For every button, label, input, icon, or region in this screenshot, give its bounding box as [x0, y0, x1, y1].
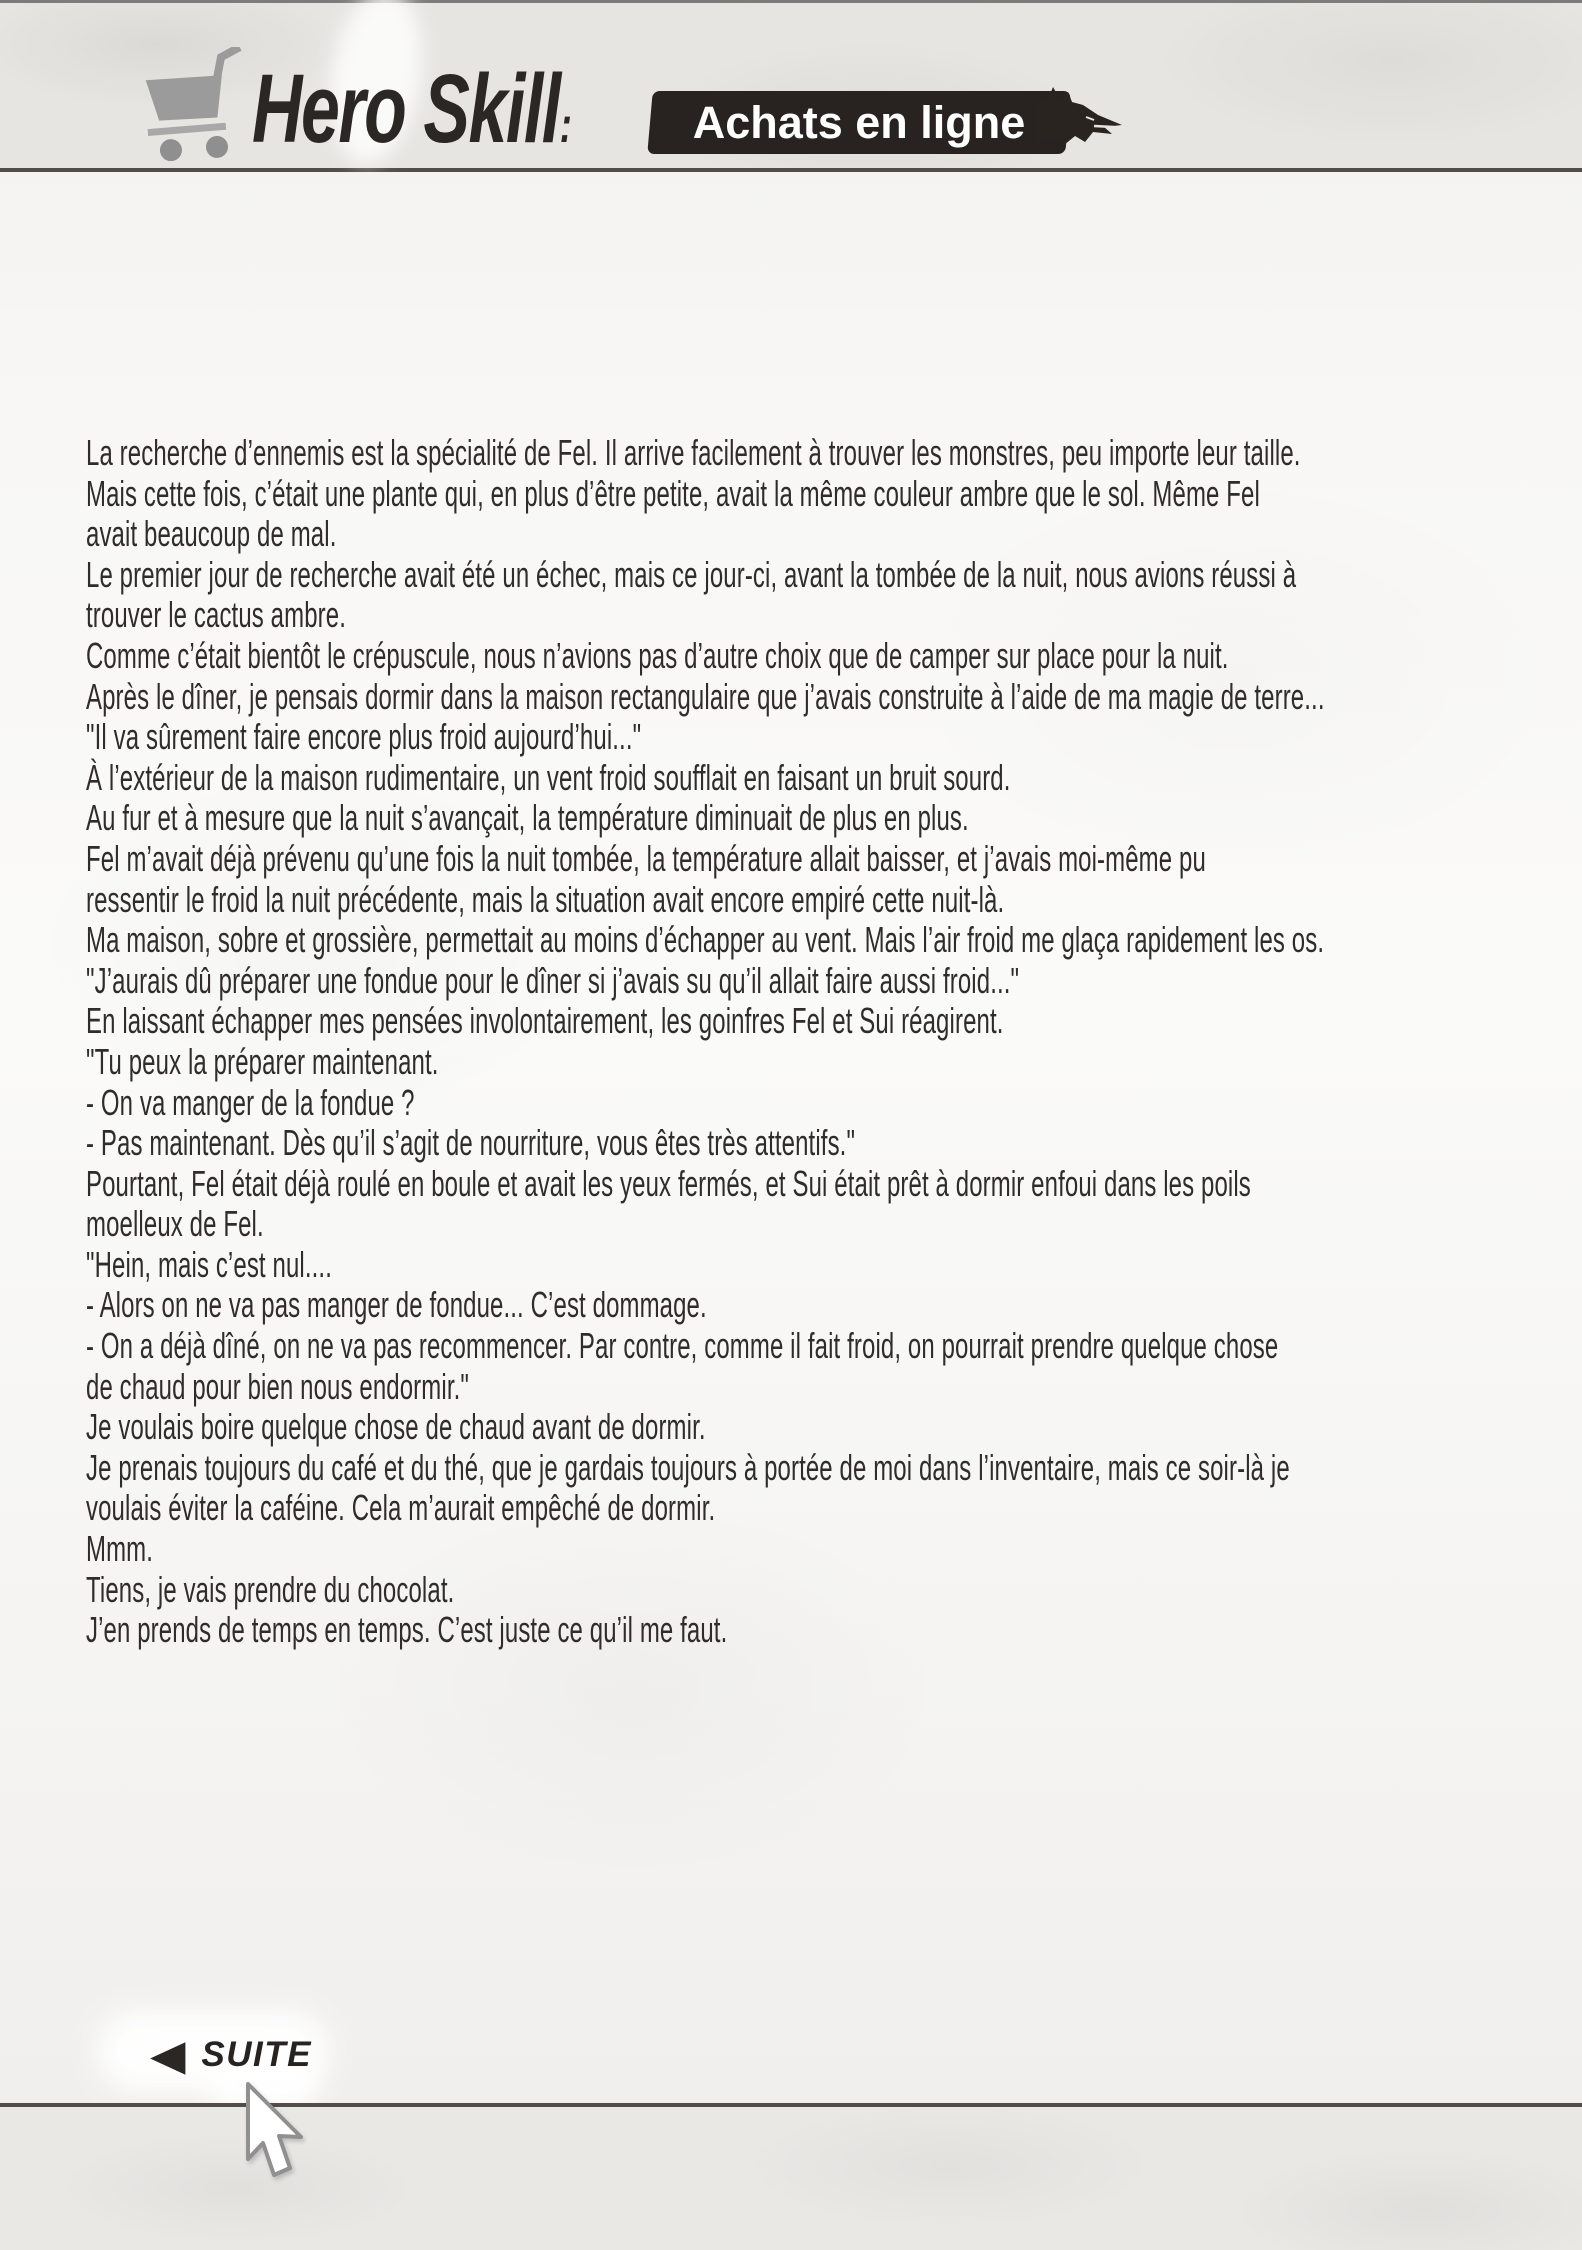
text-line: "Tu peux la préparer maintenant.	[86, 1040, 439, 1082]
text-line: Mmm.	[86, 1528, 154, 1570]
page-text	[86, 433, 1526, 1651]
page-header	[0, 0, 1582, 172]
text-line: Fel m’avait déjà prévenu qu’une fois la nuit tombée, la température allait baisser, et j’avais moi-même pu	[86, 837, 1206, 879]
back-triangle-icon: ◀	[150, 2031, 186, 2079]
suite-label: SUITE	[201, 2035, 312, 2074]
text-line: Le premier jour de recherche avait été un échec, mais ce jour-ci, avant la tombée de la nuit, nous avions réussi à	[86, 553, 1297, 595]
title-colon: :	[559, 96, 571, 153]
suite-button[interactable]	[150, 2032, 312, 2078]
text-line: "Il va sûrement faire encore plus froid aujourd’hui..."	[86, 716, 642, 758]
text-line: Après le dîner, je pensais dormir dans la maison rectangulaire que j’avais construite à l’aide de ma magie de terre...	[86, 675, 1325, 717]
text-line: J’en prends de temps en temps. C’est juste ce qu’il me faut.	[86, 1609, 728, 1651]
text-line: En laissant échapper mes pensées involontairement, les goinfres Fel et Sui réagirent.	[86, 1000, 1004, 1042]
text-line: Ma maison, sobre et grossière, permettait au moins d’échapper au vent. Mais l’air froid me glaça rapidement les os.	[86, 919, 1325, 961]
text-line: À l’extérieur de la maison rudimentaire, un vent froid soufflait en faisant un bruit sourd.	[86, 756, 1011, 798]
text-line: ressentir le froid la nuit précédente, mais la situation avait encore empiré cette nuit-là.	[86, 878, 1005, 920]
text-line: "J’aurais dû préparer une fondue pour le dîner si j’avais su qu’il allait faire aussi froid..."	[86, 959, 1020, 1001]
text-line: voulais éviter la caféine. Cela m’aurait empêché de dormir.	[86, 1487, 716, 1529]
text-line: Au fur et à mesure que la nuit s’avançait, la température diminuait de plus en plus.	[86, 797, 969, 839]
text-line: Je prenais toujours du café et du thé, que je gardais toujours à portée de moi dans l’inventaire, mais ce soir-là je	[86, 1446, 1290, 1488]
text-line: Mais cette fois, c’était une plante qui, en plus d’être petite, avait la même couleur ambre que le sol. Même Fel	[86, 472, 1260, 514]
footer-band	[0, 2103, 1582, 2250]
text-line: - Alors on ne va pas manger de fondue... C’est dommage.	[86, 1284, 707, 1326]
wolf-head-icon	[1038, 86, 1122, 158]
text-line: - On a déjà dîné, on ne va pas recommencer. Par contre, comme il fait froid, on pourrait prendre quelque chose	[86, 1325, 1279, 1367]
mouse-cursor-icon	[244, 2082, 306, 2186]
text-line: de chaud pour bien nous endormir."	[86, 1365, 470, 1407]
text-line: avait beaucoup de mal.	[86, 513, 337, 555]
text-line: moelleux de Fel.	[86, 1203, 264, 1245]
text-line: trouver le cactus ambre.	[86, 594, 346, 636]
text-line: Je voulais boire quelque chose de chaud avant de dormir.	[86, 1406, 706, 1448]
text-line: - On va manger de la fondue ?	[86, 1081, 415, 1123]
text-line: Comme c’était bientôt le crépuscule, nous n’avions pas d’autre choix que de camper sur place pour la nuit.	[86, 634, 1229, 676]
shopping-cart-icon	[128, 47, 260, 161]
text-line: "Hein, mais c’est nul....	[86, 1243, 332, 1285]
subtitle-banner	[647, 91, 1071, 154]
subtitle-label: Achats en ligne	[692, 96, 1026, 148]
text-line: La recherche d’ennemis est la spécialité de Fel. Il arrive facilement à trouver les monstres, peu importe leur taille.	[86, 432, 1301, 473]
text-line: Tiens, je vais prendre du chocolat.	[86, 1568, 455, 1610]
text-line: Pourtant, Fel était déjà roulé en boule et avait les yeux fermés, et Sui était prêt à dormir enfoui dans les poils	[86, 1162, 1251, 1204]
page-title: Hero Skill:	[252, 54, 571, 163]
text-line: - Pas maintenant. Dès qu’il s’agit de nourriture, vous êtes très attentifs."	[86, 1122, 856, 1164]
